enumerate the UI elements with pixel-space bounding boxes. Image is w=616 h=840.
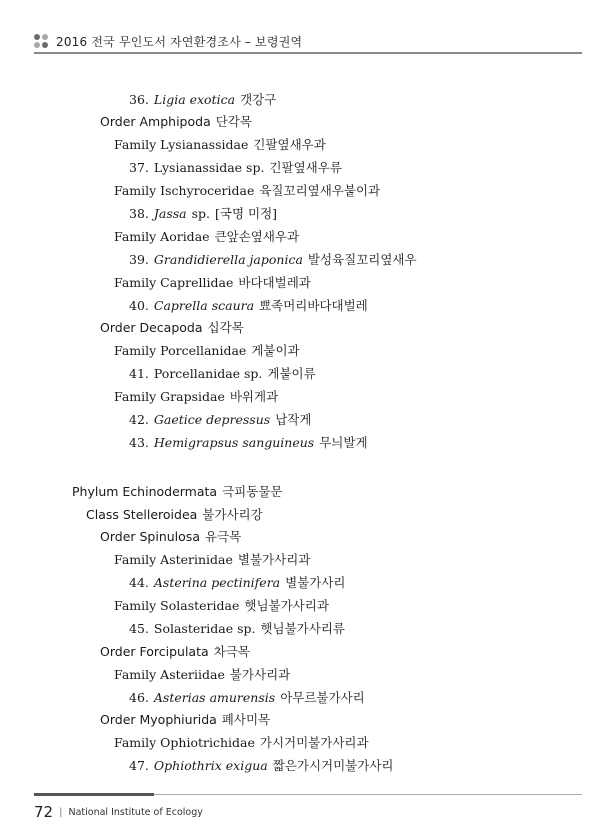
class-entry [86, 507, 263, 523]
taxon-name: Lysianassidae sp. [153, 160, 265, 175]
taxon-name: Class Stelleroidea [86, 507, 198, 522]
korean-name: 무늬발게 [319, 435, 368, 450]
taxon-name: Porcellanidae sp. [153, 366, 263, 381]
korean-name: 발성육질꼬리옆새우 [307, 252, 417, 267]
korean-name: 불가사리과 [229, 667, 291, 682]
family-entry [114, 275, 311, 291]
scientific-name: Hemigrapsus sanguineus [153, 435, 315, 450]
family-entry [114, 552, 310, 568]
taxon-name: Order Myophiurida [100, 712, 217, 727]
taxon-name: Family Porcellanidae [114, 343, 247, 358]
species-entry [129, 575, 346, 591]
order-entry [100, 712, 270, 728]
korean-name: 극피동물문 [222, 484, 283, 499]
korean-name: 큰앞손옆새우과 [214, 229, 300, 244]
korean-name: 별불가사리 [285, 575, 346, 590]
family-entry [114, 183, 380, 199]
taxon-name: sp. [191, 206, 211, 221]
species-number: 38. [129, 206, 149, 221]
scientific-name: Gaetice depressus [153, 412, 271, 427]
korean-name: 차극목 [213, 644, 250, 659]
header-dots-icon [34, 34, 50, 48]
order-entry [100, 114, 252, 130]
scientific-name: Caprella scaura [153, 298, 255, 313]
korean-name: 짧은가시거미불가사리 [272, 758, 394, 773]
order-entry [100, 529, 241, 545]
species-number: 37. [129, 160, 149, 175]
korean-name: 별불가사리과 [237, 552, 311, 567]
korean-name: 갯강구 [240, 92, 277, 107]
family-entry [114, 735, 369, 751]
order-entry [100, 644, 250, 660]
species-entry [129, 435, 368, 451]
species-number: 45. [129, 621, 149, 636]
family-entry [114, 343, 300, 359]
family-entry [114, 137, 326, 153]
taxon-name: Order Forcipulata [100, 644, 209, 659]
species-number: 40. [129, 298, 149, 313]
scientific-name: Ophiothrix exigua [153, 758, 268, 773]
footer-separator: | [59, 806, 63, 818]
family-entry [114, 389, 278, 405]
species-number: 42. [129, 412, 149, 427]
taxon-name: Family Ischyroceridae [114, 183, 255, 198]
taxon-name: Family Aoridae [114, 229, 210, 244]
phylum-entry [72, 484, 282, 500]
page-footer [34, 803, 203, 821]
taxon-name: Solasteridae sp. [153, 621, 256, 636]
korean-name: 육질꼬리옆새우붙이과 [259, 183, 381, 198]
korean-name: 긴팔옆새우과 [253, 137, 326, 152]
korean-name: 십각목 [207, 320, 244, 335]
korean-name: 불가사리강 [202, 507, 263, 522]
footer-organization: National Institute of Ecology [68, 806, 203, 818]
korean-name: 폐사미목 [221, 712, 271, 727]
taxon-name: Order Spinulosa [100, 529, 200, 544]
korean-name: 아무르불가사리 [280, 690, 365, 705]
family-entry [114, 598, 329, 614]
korean-name: 게붙이류 [267, 366, 316, 381]
species-entry [129, 298, 368, 314]
taxon-name: Order Amphipoda [100, 114, 211, 129]
species-entry [129, 621, 345, 637]
species-number: 47. [129, 758, 149, 773]
species-number: 43. [129, 435, 149, 450]
species-number: 36. [129, 92, 149, 107]
species-entry [129, 412, 311, 428]
species-entry [129, 690, 365, 706]
korean-name: 긴팔옆새우류 [269, 160, 342, 175]
korean-name: 바다대벌레과 [238, 275, 311, 290]
family-entry [114, 229, 299, 245]
taxon-name: Family Asterinidae [114, 552, 233, 567]
footer-rule [34, 793, 154, 796]
taxon-name: Family Caprellidae [114, 275, 234, 290]
korean-name: 납작게 [275, 412, 312, 427]
species-entry [129, 206, 277, 222]
header-rule [34, 52, 582, 54]
footer-rule-light [154, 794, 582, 795]
korean-name: 햇님불가사리류 [260, 621, 345, 636]
species-entry [129, 160, 342, 176]
species-entry [129, 92, 276, 108]
scientific-name: Jassa [153, 206, 187, 221]
header-title: 2016 전국 무인도서 자연환경조사 – 보령권역 [56, 34, 303, 49]
species-number: 44. [129, 575, 149, 590]
taxon-name: Family Solasteridae [114, 598, 240, 613]
korean-name: [국명 미정] [215, 206, 278, 221]
species-entry [129, 252, 417, 268]
korean-name: 유극목 [204, 529, 242, 544]
korean-name: 단각목 [215, 114, 252, 129]
order-entry [100, 320, 244, 336]
scientific-name: Asterias amurensis [153, 690, 276, 705]
taxon-name: Family Lysianassidae [114, 137, 249, 152]
scientific-name: Asterina pectinifera [153, 575, 281, 590]
taxon-name: Family Ophiotrichidae [114, 735, 255, 750]
family-entry [114, 667, 290, 683]
taxon-name: Order Decapoda [100, 320, 203, 335]
korean-name: 뾰족머리바다대벌레 [259, 298, 368, 313]
korean-name: 게붙이과 [251, 343, 300, 358]
taxon-name: Phylum Echinodermata [72, 484, 218, 499]
korean-name: 가시거미불가사리과 [259, 735, 369, 750]
korean-name: 바위게과 [229, 389, 279, 404]
species-number: 41. [129, 366, 149, 381]
running-header [34, 31, 582, 51]
taxon-name: Family Asteriidae [114, 667, 225, 682]
species-entry [129, 366, 316, 382]
species-entry [129, 758, 394, 774]
species-number: 46. [129, 690, 149, 705]
scientific-name: Ligia exotica [153, 92, 236, 107]
scientific-name: Grandidierella japonica [153, 252, 303, 267]
taxon-name: Family Grapsidae [114, 389, 225, 404]
page-number: 72 [34, 803, 54, 821]
korean-name: 햇님불가사리과 [244, 598, 329, 613]
species-number: 39. [129, 252, 149, 267]
